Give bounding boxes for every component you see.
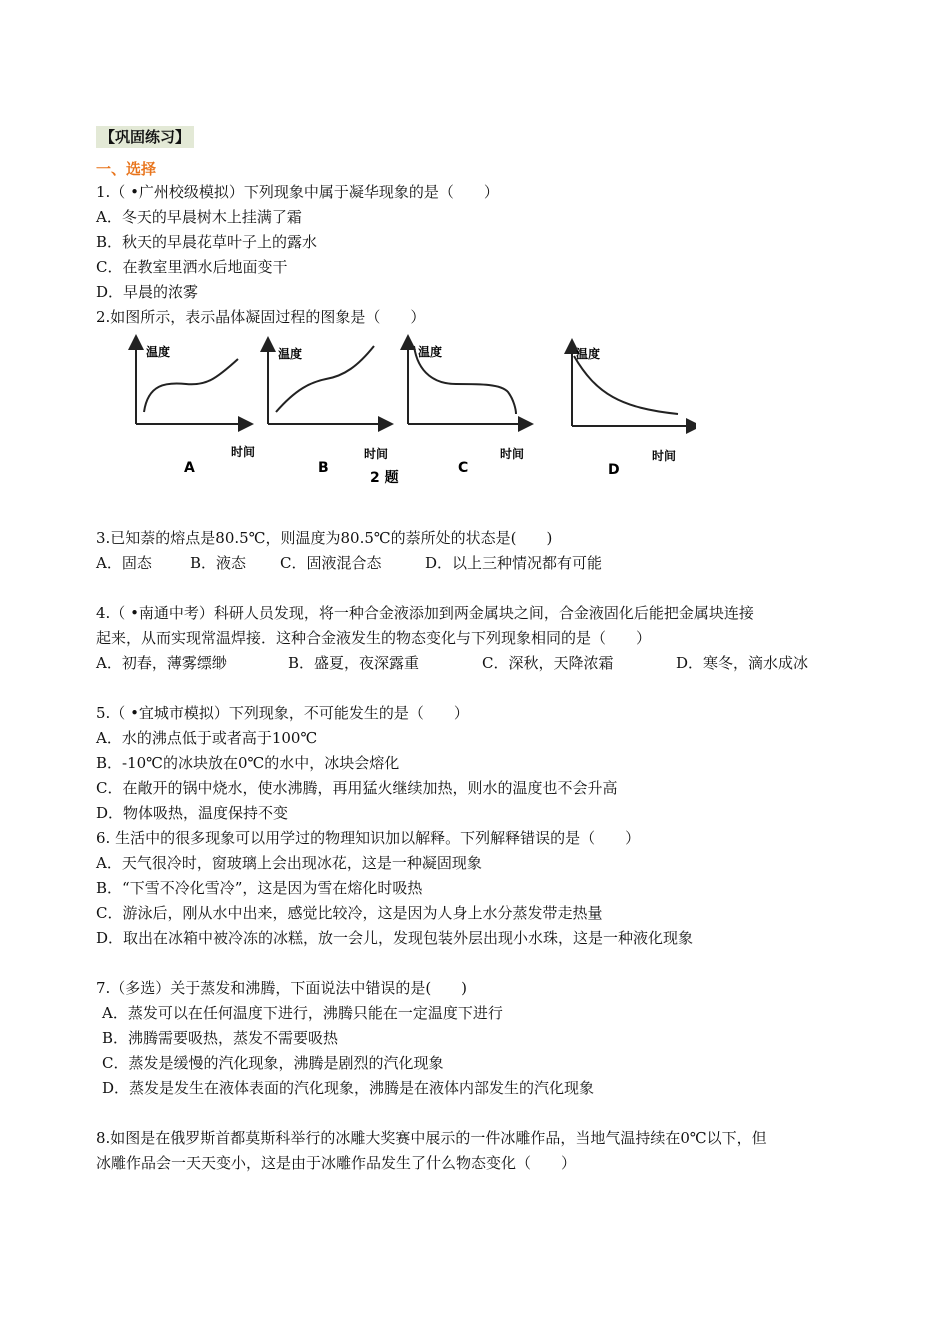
question-5-stem: 5.（ •宜城市模拟）下列现象，不可能发生的是（ ） — [96, 704, 469, 722]
graph-d-y-label: 温度 — [576, 347, 601, 361]
question-4 — [96, 601, 856, 676]
question-1-option-b: B．秋天的早晨花草叶子上的露水 — [96, 233, 318, 251]
cooling-curves-figure — [96, 334, 696, 484]
section-title: 【巩固练习】 — [96, 126, 194, 148]
graph-d-letter: D — [608, 462, 620, 478]
graph-b-x-label: 时间 — [364, 447, 389, 461]
question-8-stem-line1: 8.如图是在俄罗斯首都莫斯科举行的冰雕大奖赛中展示的一件冰雕作品，当地气温持续在0℃以下，但 — [96, 1129, 767, 1147]
question-4-options — [96, 651, 856, 676]
graph-a-curve — [144, 359, 238, 412]
sub-heading: 一、选择 — [96, 160, 157, 178]
graph-b-y-label: 温度 — [278, 347, 303, 361]
question-8 — [96, 1126, 856, 1176]
question-5 — [96, 701, 856, 826]
question-7-option-c: C．蒸发是缓慢的汽化现象，沸腾是剧烈的汽化现象 — [102, 1054, 444, 1072]
question-5-option-b: B．-10℃的冰块放在0℃的水中，冰块会熔化 — [96, 754, 400, 772]
graph-c-letter: C — [458, 460, 469, 476]
question-3-option-a: A．固态 — [96, 554, 152, 572]
question-8-stem-line2: 冰雕作品会一天天变小，这是由于冰雕作品发生了什么物态变化（ ） — [96, 1154, 577, 1172]
worksheet-page — [96, 126, 856, 1176]
question-6-option-d: D．取出在冰箱中被冷冻的冰糕，放一会儿，发现包装外层出现小水珠，这是一种液化现象 — [96, 929, 694, 947]
question-3-option-d: D．以上三种情况都有可能 — [425, 554, 603, 572]
graph-d-curve — [574, 356, 678, 414]
figure-caption: 2 题 — [370, 470, 399, 484]
question-4-option-c: C．深秋，天降浓霜 — [482, 654, 614, 672]
question-1-option-a: A．冬天的早晨树木上挂满了霜 — [96, 208, 302, 226]
graph-a-x-label: 时间 — [231, 445, 256, 459]
question-6-option-b: B．“下雪不冷化雪冷”，这是因为雪在熔化时吸热 — [96, 879, 423, 897]
question-7 — [96, 976, 856, 1101]
question-2 — [96, 305, 856, 484]
question-4-option-a: A．初春，薄雾缥缈 — [96, 654, 227, 672]
graph-panel-d — [572, 346, 694, 478]
question-5-option-c: C．在敞开的锅中烧水，使水沸腾，再用猛火继续加热，则水的温度也不会升高 — [96, 779, 618, 797]
graph-panel-b — [268, 344, 388, 476]
question-6-option-a: A．天气很冷时，窗玻璃上会出现冰花，这是一种凝固现象 — [96, 854, 482, 872]
cooling-curves-svg — [96, 334, 696, 484]
question-6 — [96, 826, 856, 951]
graph-panel-c — [408, 342, 526, 476]
graph-a-letter: A — [184, 460, 195, 476]
question-7-stem: 7.（多选）关于蒸发和沸腾，下面说法中错误的是( ) — [96, 979, 468, 997]
question-3-options — [96, 551, 856, 576]
question-5-option-a: A．水的沸点低于或者高于100℃ — [96, 729, 318, 747]
question-6-stem: 6. 生活中的很多现象可以用学过的物理知识加以解释。下列解释错误的是（ ） — [96, 829, 641, 847]
graph-d-x-label: 时间 — [652, 449, 677, 463]
question-6-option-c: C．游泳后，刚从水中出来，感觉比较冷，这是因为人身上水分蒸发带走热量 — [96, 904, 603, 922]
graph-a-y-label: 温度 — [146, 345, 171, 359]
question-3-stem: 3.已知萘的熔点是80.5℃，则温度为80.5℃的萘所处的状态是( ) — [96, 529, 553, 547]
question-1-stem: 1.（ •广州校级模拟）下列现象中属于凝华现象的是（ ） — [96, 183, 499, 201]
graph-panel-a — [136, 342, 255, 476]
question-5-option-d: D．物体吸热，温度保持不变 — [96, 804, 289, 822]
question-4-stem-line2: 起来，从而实现常温焊接．这种合金液发生的物态变化与下列现象相同的是（ ） — [96, 629, 652, 647]
question-7-option-d: D．蒸发是发生在液体表面的汽化现象，沸腾是在液体内部发生的汽化现象 — [102, 1079, 595, 1097]
graph-c-x-label: 时间 — [500, 447, 525, 461]
graph-c-y-label: 温度 — [418, 345, 443, 359]
question-4-option-d: D．寒冬，滴水成冰 — [676, 654, 809, 672]
graph-b-letter: B — [318, 460, 329, 476]
question-7-option-b: B．沸腾需要吸热，蒸发不需要吸热 — [102, 1029, 339, 1047]
question-4-option-b: B．盛夏，夜深露重 — [288, 654, 420, 672]
question-4-stem-line1: 4.（ •南通中考）科研人员发现，将一种合金液添加到两金属块之间，合金液固化后能把金属块连接 — [96, 604, 754, 622]
question-3-option-b: B．液态 — [190, 554, 247, 572]
question-1-option-c: C．在教室里洒水后地面变干 — [96, 258, 288, 276]
question-2-stem: 2.如图所示，表示晶体凝固过程的图象是（ ） — [96, 308, 426, 326]
question-3 — [96, 526, 856, 576]
question-1-option-d: D．早晨的浓雾 — [96, 283, 199, 301]
question-7-option-a: A．蒸发可以在任何温度下进行，沸腾只能在一定温度下进行 — [102, 1004, 503, 1022]
question-3-option-c: C．固液混合态 — [280, 554, 382, 572]
question-1 — [96, 180, 856, 305]
